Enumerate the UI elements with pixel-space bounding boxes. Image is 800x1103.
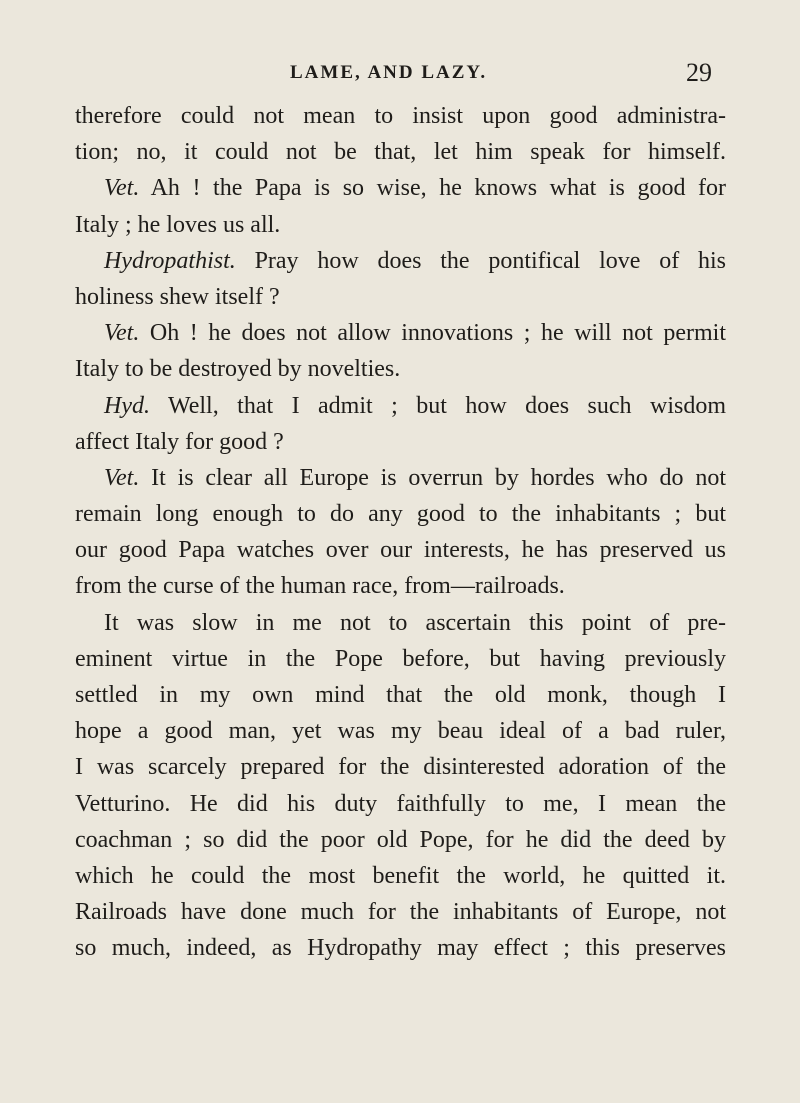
- dialogue-line: Vet. It is clear all Europe is overrun by hordes who do not: [104, 464, 726, 491]
- text-line: hope a good man, yet was my beau ideal of a bad ruler,: [75, 718, 726, 745]
- text-line: eminent virtue in the Pope before, but having previously: [75, 645, 726, 672]
- text-line: so much, indeed, as Hydropathy may effect ; this preserves: [75, 935, 726, 962]
- text-line: Railroads have done much for the inhabitants of Europe, not: [75, 899, 726, 926]
- speaker-name: Hyd.: [104, 392, 150, 419]
- dialogue-line: Vet. Ah ! the Papa is so wise, he knows what is good for: [104, 175, 726, 202]
- text-line: I was scarcely prepared for the disinterested adoration of the: [75, 754, 726, 781]
- running-title: LAME, AND LAZY.: [290, 62, 488, 83]
- text-line: coachman ; so did the poor old Pope, for he did the deed by: [75, 826, 726, 853]
- text-line: Italy ; he loves us all.: [75, 211, 281, 238]
- dialogue-line: Hydropathist. Pray how does the pontifical love of his: [104, 247, 726, 274]
- text-line: Italy to be destroyed by novelties.: [75, 356, 401, 383]
- text-line: remain long enough to do any good to the inhabitants ; but: [75, 501, 726, 528]
- text-line: which he could the most benefit the world, he quitted it.: [75, 862, 726, 889]
- text-line: settled in my own mind that the old monk, though I: [75, 682, 726, 708]
- text-line: our good Papa watches over our interests, he has preserved us: [75, 537, 726, 564]
- page-number: 29: [686, 58, 712, 87]
- running-head: [0, 60, 800, 90]
- text-line: It was slow in me not to ascertain this point of pre-: [104, 609, 726, 636]
- text-line: from the curse of the human race, from—railroads.: [75, 573, 565, 600]
- speaker-name: Vet.: [104, 320, 140, 347]
- text-line: therefore could not mean to insist upon good administra-: [75, 103, 726, 129]
- dialogue-line: Hyd. Well, that I admit ; but how does such wisdom: [104, 392, 726, 419]
- text-line: holiness shew itself ?: [75, 283, 280, 310]
- body-text: [75, 98, 726, 967]
- dialogue-line: Vet. Oh ! he does not allow innovations ; he will not permit: [104, 320, 726, 347]
- speaker-name: Hydropathist.: [104, 247, 236, 274]
- speaker-name: Vet.: [104, 464, 140, 491]
- speaker-name: Vet.: [104, 175, 140, 202]
- text-line: Vetturino. He did his duty faithfully to me, I mean the: [75, 790, 726, 817]
- text-line: affect Italy for good ?: [75, 428, 284, 455]
- text-line: tion; no, it could not be that, let him speak for himself.: [75, 139, 726, 166]
